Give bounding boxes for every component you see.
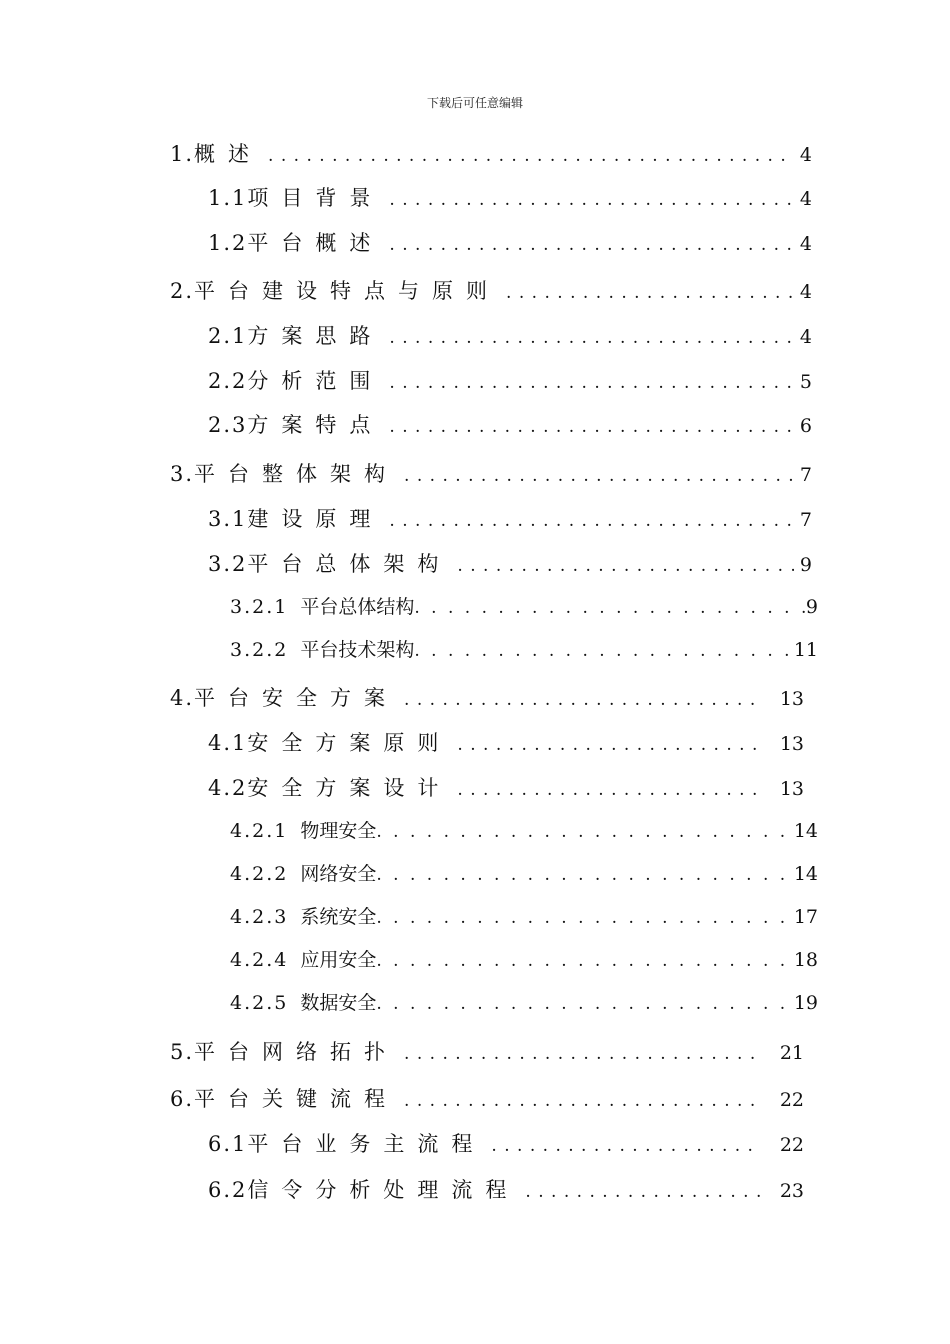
toc-number: 4.2.1 xyxy=(230,820,289,842)
toc-title: 安全方案设计 xyxy=(247,776,452,800)
toc-leader xyxy=(376,822,793,842)
toc-entry[interactable] xyxy=(208,409,812,439)
toc-title: 概述 xyxy=(194,142,263,166)
toc-entry[interactable] xyxy=(170,138,812,168)
toc-title: 分析范围 xyxy=(247,369,384,393)
toc-leader xyxy=(491,1136,759,1156)
toc-title: 平台关键流程 xyxy=(194,1087,399,1111)
toc-entry[interactable] xyxy=(208,1128,804,1158)
toc-entry[interactable] xyxy=(208,320,812,350)
toc-page: 4 xyxy=(799,188,812,210)
toc-leader xyxy=(457,556,794,576)
toc-entry[interactable] xyxy=(208,1174,804,1204)
toc-page: 11 xyxy=(793,639,818,661)
toc-page: 6 xyxy=(799,415,812,437)
toc-entry[interactable] xyxy=(230,945,818,972)
toc-page: 7 xyxy=(799,509,812,531)
toc-leader xyxy=(376,994,793,1014)
toc-title: 项目背景 xyxy=(247,186,384,210)
toc-title: 平台安全方案 xyxy=(194,686,399,710)
toc-entry[interactable] xyxy=(230,816,818,843)
toc-page: 13 xyxy=(779,733,804,755)
toc-number: 6.1 xyxy=(208,1132,248,1156)
toc-leader xyxy=(389,417,794,437)
toc-number: 4.2.2 xyxy=(230,863,289,885)
toc-leader xyxy=(376,865,793,885)
toc-number: 2. xyxy=(170,279,195,303)
toc-entry[interactable] xyxy=(208,548,812,578)
toc-title: 平台业务主流程 xyxy=(247,1132,486,1156)
toc-entry[interactable] xyxy=(208,365,812,395)
toc-page: 14 xyxy=(793,863,818,885)
toc-title: 方案思路 xyxy=(247,324,384,348)
toc-entry[interactable] xyxy=(230,859,818,886)
toc-page: 23 xyxy=(779,1180,804,1202)
toc-page: 4 xyxy=(799,281,812,303)
toc-number: 6. xyxy=(170,1087,195,1111)
toc-number: 4.2 xyxy=(208,776,248,800)
toc-number: 6.2 xyxy=(208,1178,248,1202)
toc-title: 平台总体结构 xyxy=(300,596,415,618)
toc-number: 1.1 xyxy=(208,186,248,210)
toc-entry[interactable] xyxy=(170,1036,804,1066)
toc-entry[interactable] xyxy=(170,1083,804,1113)
toc-entry[interactable] xyxy=(170,275,812,305)
toc-leader xyxy=(389,328,794,348)
toc-leader xyxy=(457,735,759,755)
toc-number: 2.3 xyxy=(208,413,248,437)
toc-leader xyxy=(376,908,793,928)
toc-page: 9 xyxy=(805,596,818,618)
toc-title: 网络安全 xyxy=(300,863,377,885)
toc-leader xyxy=(389,373,794,393)
toc-leader xyxy=(268,146,794,166)
toc-title: 信令分析处理流程 xyxy=(247,1178,520,1202)
toc-entry[interactable] xyxy=(208,182,812,212)
toc-entry[interactable] xyxy=(230,902,818,929)
toc-title: 平台整体架构 xyxy=(194,462,399,486)
toc-number: 4.2.3 xyxy=(230,906,289,928)
toc-leader xyxy=(389,190,794,210)
toc-leader xyxy=(525,1182,759,1202)
toc-page: 22 xyxy=(779,1089,804,1111)
toc-leader xyxy=(506,283,794,303)
toc-title: 平台概述 xyxy=(247,231,384,255)
toc-page: 5 xyxy=(799,371,812,393)
toc-number: 4. xyxy=(170,686,195,710)
toc-title: 平台技术架构 xyxy=(300,639,415,661)
toc-page: 9 xyxy=(799,554,812,576)
toc-leader xyxy=(404,466,794,486)
toc-entry[interactable] xyxy=(230,988,818,1015)
toc-number: 3.2 xyxy=(208,552,248,576)
toc-page: 4 xyxy=(799,233,812,255)
toc-title: 物理安全 xyxy=(300,820,377,842)
toc-leader xyxy=(376,951,793,971)
toc-leader xyxy=(404,690,760,710)
toc-title: 平台建设特点与原则 xyxy=(194,279,501,303)
toc-page: 4 xyxy=(799,144,812,166)
toc-number: 2.1 xyxy=(208,324,248,348)
toc-number: 2.2 xyxy=(208,369,248,393)
toc-number: 3.2.2 xyxy=(230,639,289,661)
toc-number: 3.1 xyxy=(208,507,248,531)
toc-page: 19 xyxy=(793,992,818,1014)
toc-title: 安全方案原则 xyxy=(247,731,452,755)
toc-leader xyxy=(389,511,794,531)
toc-number: 4.2.4 xyxy=(230,949,289,971)
toc-leader xyxy=(404,1044,760,1064)
toc-number: 3. xyxy=(170,462,195,486)
toc-number: 1. xyxy=(170,142,195,166)
toc-entry[interactable] xyxy=(230,592,818,619)
page-header: 下载后可任意编辑 xyxy=(426,96,523,110)
toc-leader xyxy=(404,1091,760,1111)
toc-page: 17 xyxy=(793,906,818,928)
toc-number: 4.2.5 xyxy=(230,992,289,1014)
toc-leader xyxy=(414,598,806,618)
toc-title: 平台总体架构 xyxy=(247,552,452,576)
toc-page: 14 xyxy=(793,820,818,842)
toc-number: 4.1 xyxy=(208,731,248,755)
toc-entry[interactable] xyxy=(208,727,804,757)
toc-entry[interactable] xyxy=(230,635,818,662)
toc-title: 平台网络拓扑 xyxy=(194,1040,399,1064)
toc-entry[interactable] xyxy=(208,772,804,802)
toc-leader xyxy=(389,235,794,255)
toc-page: 13 xyxy=(779,778,804,800)
toc-page: 13 xyxy=(779,688,804,710)
toc-page: 18 xyxy=(793,949,818,971)
toc-title: 建设原理 xyxy=(247,507,384,531)
toc-leader xyxy=(414,641,793,661)
toc-leader xyxy=(457,780,759,800)
toc-title: 方案特点 xyxy=(247,413,384,437)
toc-title: 系统安全 xyxy=(300,906,377,928)
toc-number: 3.2.1 xyxy=(230,596,289,618)
toc-page: 7 xyxy=(799,464,812,486)
toc-entry[interactable] xyxy=(208,503,812,533)
toc-number: 1.2 xyxy=(208,231,248,255)
toc-entry[interactable] xyxy=(170,682,804,712)
toc-entry[interactable] xyxy=(208,227,812,257)
toc-title: 数据安全 xyxy=(300,992,377,1014)
toc-page: 21 xyxy=(779,1042,804,1064)
toc-number: 5. xyxy=(170,1040,195,1064)
toc-entry[interactable] xyxy=(170,458,812,488)
toc-page: 4 xyxy=(799,326,812,348)
toc-page: 22 xyxy=(779,1134,804,1156)
toc-title: 应用安全 xyxy=(300,949,377,971)
